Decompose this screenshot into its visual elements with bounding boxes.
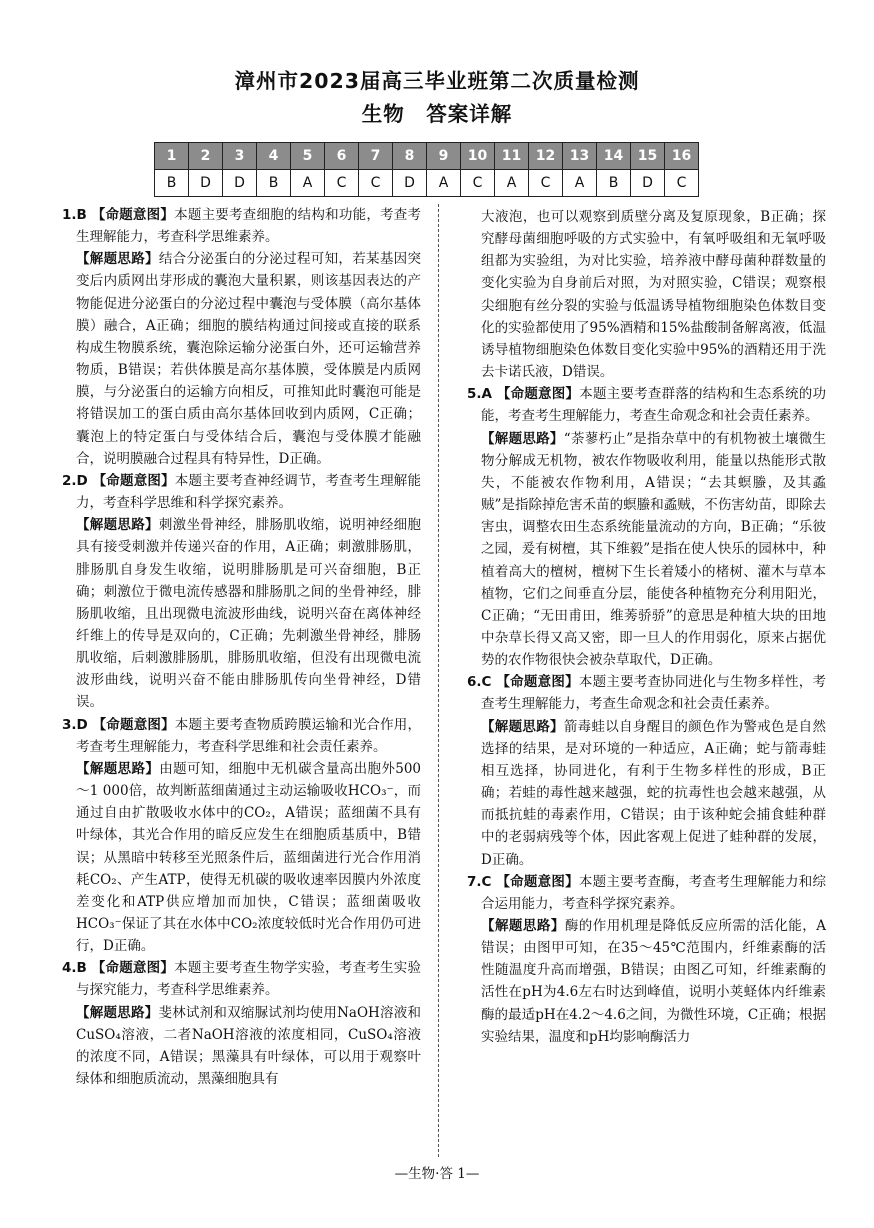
paragraph-text: 箭毒蛙以自身醒目的颜色作为警戒色是自然选择的结果，是对环境的一种适应，A正确；蛇与箭毒蛙相互选择，协同进化，有利于生物多样性的形成，B正确；若蛙的毒性越来越强，蛇的抗毒性也会越来越强，从而抵抗蛙的毒素作用，C错误；由于该种蛇会捕食蛙种群中的老弱病残等个体，因此客观上促进了蛙种群的发展，D正确。	[481, 718, 826, 868]
paragraph-text: 本题主要考查生物学实验，考查考生实验与探究能力，考查科学思维素养。	[76, 960, 422, 999]
answer-number-cell: 16	[665, 143, 699, 170]
paragraph-heading: 【解题思路】	[76, 251, 159, 268]
paragraph-text: 本题主要考查神经调节，考查考生理解能力，考查科学思维和科学探究素养。	[76, 472, 421, 512]
answer-number-cell: 5	[291, 143, 325, 170]
answer-letter-cell: D	[223, 170, 257, 197]
answer-letter-cell: C	[665, 170, 699, 197]
solution-paragraph	[467, 716, 826, 871]
answer-letter-cell: B	[597, 170, 631, 197]
paragraph-text: 由题可知，细胞中无机碳含量高出胞外500～1 000倍，故判断蓝细菌通过主动运输吸收HCO₃⁻，而通过自由扩散吸收水体中的CO₂，A错误；蓝细菌不具有叶绿体，其光合作用的暗反应发生在细胞质基质中，B错误；从黑暗中转移至光照条件后，蓝细菌进行光合作用消耗CO₂、产生ATP，使得无机碳的吸收速率因膜内外浓度差变化和ATP供应增加而加快，C错误；蓝细菌吸收HCO₃⁻保证了其在水体中CO₂浓度较低时光合作用仍可进行，D正确。	[76, 760, 421, 955]
solution-paragraph	[62, 248, 421, 470]
answer-number-cell: 14	[597, 143, 631, 170]
answer-letter-cell: C	[359, 170, 393, 197]
answer-letter-cell: A	[427, 170, 461, 197]
paragraph-heading: 【解题思路】	[76, 1004, 159, 1021]
solution-paragraph	[467, 206, 826, 383]
answer-number-cell: 9	[427, 143, 461, 170]
paragraph-text: 本题主要考查酶，考查考生理解能力和综合运用能力，考查科学探究素养。	[481, 873, 826, 912]
left-column	[62, 204, 421, 1090]
solution-paragraph	[467, 915, 826, 1048]
question-intent	[62, 204, 421, 248]
paragraph-text: 刺激坐骨神经，腓肠肌收缩，说明神经细胞具有接受刺激并传递兴奋的作用，A正确；刺激腓肠肌，腓肠肌自身发生收缩，说明腓肠肌是可兴奋细胞，B正确；刺激位于微电流传感器和腓肠肌之间的坐骨神经，腓肠肌收缩，且出现微电流波形曲线，说明兴奋在离体神经纤维上的传导是双向的，C正确；先刺激坐骨神经，腓肠肌收缩，后刺激腓肠肌，腓肠肌收缩，但没有出现微电流波形曲线，说明兴奋不能由腓肠肌传向坐骨神经，D错误。	[76, 517, 421, 711]
paragraph-text: “荼蓼朽止”是指杂草中的有机物被土壤微生物分解成无机物，被农作物吸收利用，能量以热能形式散失，不能被农作物利用，A错误；“去其螟螣，及其蟊贼”是指除掉危害禾苗的螟螣和蟊贼，不伤害幼苗，即除去害虫，调整农田生态系统能量流动的方向，B正确；“乐彼之园，爰有树檀，其下维毅”是指在使人快乐的园林中，种植着高大的檀树，檀树下生长着矮小的楮树、灌木与草本植物，它们之间垂直分层，能使各种植物充分利用阳光，C正确；“无田甫田，维莠骄骄”的意思是种植大块的田地中杂草长得又高又密，即一旦人的作用弱化，原来占据优势的农作物很快会被杂草取代，D正确。	[481, 430, 826, 669]
paragraph-heading: 【解题思路】	[481, 430, 564, 447]
paragraph-heading: 6.C 【命题意图】	[467, 674, 579, 691]
question-intent	[467, 871, 826, 915]
paragraph-heading: 【解题思路】	[76, 760, 160, 777]
right-column	[467, 206, 826, 1048]
question-intent	[62, 470, 421, 514]
answer-number-cell: 7	[359, 143, 393, 170]
answer-number-cell: 8	[393, 143, 427, 170]
paragraph-heading: 3.D 【命题意图】	[62, 716, 175, 733]
answer-letter-cell: A	[495, 170, 529, 197]
answer-number-cell: 13	[563, 143, 597, 170]
paragraph-text: 结合分泌蛋白的分泌过程可知，若某基因突变后内质网出芽形成的囊泡大量积累，则该基因表达的产物能促进分泌蛋白的分泌过程中囊泡与受体膜（高尔基体膜）融合，A正确；细胞的膜结构通过间接或直接的联系构成生物膜系统，囊泡除运输分泌蛋白外，还可运输营养物质，B错误；若供体膜是高尔基体膜，受体膜是内质网膜，与分泌蛋白的运输方向相反，可推知此时囊泡可能是将错误加工的蛋白质由高尔基体回收到内质网，C正确；囊泡上的特定蛋白与受体结合后，囊泡与受体膜才能融合，说明膜融合过程具有特异性，D正确。	[76, 251, 421, 467]
paragraph-heading: 【解题思路】	[481, 718, 564, 735]
paragraph-heading: 4.B 【命题意图】	[62, 960, 175, 977]
paragraph-text: 本题主要考查物质跨膜运输和光合作用，考查考生理解能力，考查科学思维和社会责任素养。	[76, 716, 421, 755]
answer-number-cell: 6	[325, 143, 359, 170]
answer-letter-cell: C	[325, 170, 359, 197]
paragraph-heading: 5.A 【命题意图】	[467, 386, 580, 403]
paragraph-heading: 7.C 【命题意图】	[467, 873, 579, 890]
question-intent	[467, 671, 826, 715]
paragraph-text: 本题主要考查细胞的结构和功能，考查考生理解能力，考查科学思维素养。	[76, 207, 422, 246]
answer-table-answers-row	[155, 170, 699, 197]
answer-table-numbers-row	[155, 143, 699, 170]
answer-letter-cell: B	[155, 170, 189, 197]
paragraph-text: 大液泡，也可以观察到质壁分离及复原现象，B正确；探究酵母菌细胞呼吸的方式实验中，有氧呼吸组和无氧呼吸组都为实验组，为对比实验，培养液中酵母菌种群数量的变化实验为自身前后对照，为对照实验，C错误；观察根尖细胞有丝分裂的实验与低温诱导植物细胞染色体数目变化的实验都使用了95%酒精和15%盐酸制备解离液，低温诱导植物细胞染色体数目变化实验中95%的酒精还用于洗去卡诺氏液，D错误。	[481, 209, 826, 381]
answer-number-cell: 15	[631, 143, 665, 170]
answer-letter-cell: A	[291, 170, 325, 197]
answer-number-cell: 11	[495, 143, 529, 170]
answer-letter-cell: D	[189, 170, 223, 197]
paragraph-heading: 1.B 【命题意图】	[62, 207, 175, 223]
paragraph-heading: 【解题思路】	[481, 918, 565, 934]
solution-paragraph	[467, 428, 826, 672]
question-intent	[467, 383, 826, 427]
paragraph-text: 本题主要考查群落的结构和生态系统的功能，考查考生理解能力，考查生命观念和社会责任素养。	[481, 386, 827, 425]
page-title: 漳州市2023届高三毕业班第二次质量检测	[234, 69, 640, 93]
question-intent	[62, 714, 421, 758]
paragraph-text: 本题主要考查协同进化与生物多样性，考查考生理解能力，考查生命观念和社会责任素养。	[481, 674, 826, 713]
answer-number-cell: 4	[257, 143, 291, 170]
page-footer: —生物·答 1—	[394, 1166, 480, 1182]
paragraph-heading: 【解题思路】	[76, 517, 159, 534]
solution-paragraph	[62, 1002, 421, 1091]
answer-number-cell: 2	[189, 143, 223, 170]
answer-letter-cell: A	[563, 170, 597, 197]
paragraph-heading: 2.D 【命题意图】	[62, 472, 175, 489]
answer-letter-cell: C	[529, 170, 563, 197]
answer-letter-cell: B	[257, 170, 291, 197]
page-subtitle: 生物 答案详解	[361, 102, 513, 126]
answer-letter-cell: D	[393, 170, 427, 197]
solution-paragraph	[62, 758, 421, 957]
answer-number-cell: 12	[529, 143, 563, 170]
paragraph-text: 斐林试剂和双缩脲试剂均使用NaOH溶液和CuSO₄溶液，二者NaOH溶液的浓度相同，CuSO₄溶液的浓度不同，A错误；黑藻具有叶绿体，可以用于观察叶绿体和细胞质流动，黑藻细胞具有	[76, 1004, 422, 1088]
answer-letter-cell: D	[631, 170, 665, 197]
answer-number-cell: 3	[223, 143, 257, 170]
answer-number-cell: 10	[461, 143, 495, 170]
paragraph-text: 酶的作用机理是降低反应所需的活化能，A错误；由图甲可知，在35～45℃范围内，纤维素酶的活性随温度升高而增强，B错误；由图乙可知，纤维素酶的活性在pH为4.6左右时达到峰值，说明小荚蛏体内纤维素酶的最适pH在4.2～4.6之间，为微性环境，C正确；根据实验结果，温度和pH均影响酶活力	[481, 918, 826, 1045]
answer-table	[154, 142, 699, 197]
solution-paragraph	[62, 514, 421, 713]
answer-number-cell: 1	[155, 143, 189, 170]
column-divider	[438, 204, 439, 1157]
question-intent	[62, 957, 421, 1001]
answer-letter-cell: C	[461, 170, 495, 197]
